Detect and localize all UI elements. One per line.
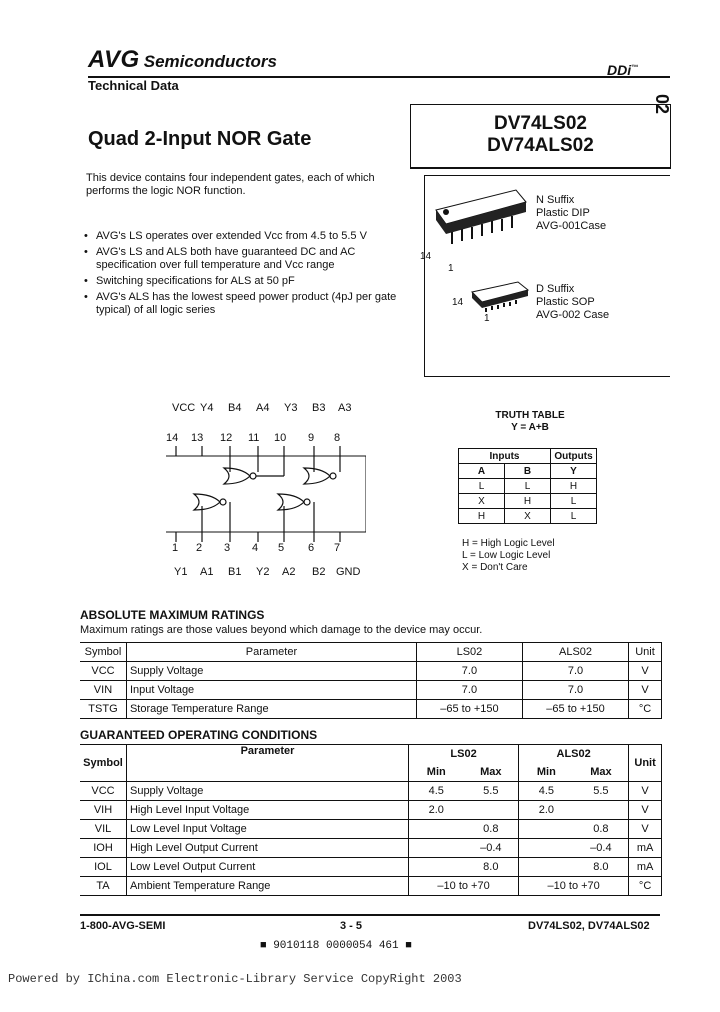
cell-unit: °C xyxy=(629,700,662,719)
sop-case: AVG-002 Case xyxy=(536,309,610,321)
cell-unit: °C xyxy=(629,877,662,896)
footer-page: 3 - 5 xyxy=(340,920,363,932)
cell-symbol: TSTG xyxy=(80,700,126,719)
tt-cell: H xyxy=(551,479,597,494)
pin-number-bottom: 2 xyxy=(196,542,203,554)
sop-info xyxy=(536,283,609,322)
pin-label-bottom: A1 xyxy=(200,566,214,578)
cell-symbol: IOH xyxy=(80,839,126,858)
cell-als-min xyxy=(519,858,574,877)
pin-label-bottom: Y2 xyxy=(256,566,270,578)
ddi-tm: ™ xyxy=(631,64,639,72)
dip-pin-1: 1 xyxy=(448,263,454,274)
table-row xyxy=(459,479,597,494)
pin-number-bottom: 5 xyxy=(278,542,285,554)
cell-ls-max: 5.5 xyxy=(464,782,519,801)
pin-label-bottom: B1 xyxy=(228,566,242,578)
truth-table-heading xyxy=(480,410,580,434)
table-row xyxy=(80,782,662,801)
abs-max-title: ABSOLUTE MAXIMUM RATINGS xyxy=(80,608,265,622)
cell-ls: 7.0 xyxy=(416,662,522,681)
table-row xyxy=(80,700,662,719)
table-row xyxy=(80,877,662,896)
sop-pin-1: 1 xyxy=(484,313,490,324)
table-row xyxy=(80,662,662,681)
footer-parts: DV74LS02, DV74ALS02 xyxy=(528,920,650,932)
cell-ls-min: 4.5 xyxy=(409,782,464,801)
table-row xyxy=(459,494,597,509)
pin-label-top: A3 xyxy=(338,402,352,414)
tt-cell: L xyxy=(551,494,597,509)
cell-ls-min xyxy=(409,858,464,877)
cell-ls-min xyxy=(409,820,464,839)
cell-parameter: Input Voltage xyxy=(126,681,416,700)
pin-label-bottom: Y1 xyxy=(174,566,188,578)
col-als-min: Min xyxy=(519,763,574,782)
pin-label-bottom: A2 xyxy=(282,566,296,578)
part-number-als: DV74ALS02 xyxy=(487,135,594,156)
brand xyxy=(88,46,277,74)
cell-als-max xyxy=(574,801,629,820)
col-symbol: Symbol xyxy=(80,745,126,782)
table-row xyxy=(80,801,662,820)
cell-als-span: –10 to +70 xyxy=(519,877,629,896)
pin-number-top: 8 xyxy=(334,432,341,444)
col-ls-max: Max xyxy=(464,763,519,782)
pin-label-top: VCC xyxy=(172,402,196,414)
cell-unit: V xyxy=(629,662,662,681)
col-unit: Unit xyxy=(629,643,662,662)
pin-number-top: 9 xyxy=(308,432,315,444)
cell-als: –65 to +150 xyxy=(522,700,628,719)
pin-number-bottom: 7 xyxy=(334,542,341,554)
col-ls02: LS02 xyxy=(409,745,519,764)
legend-item: H = High Logic Level xyxy=(462,538,555,549)
ddi-logo-text: DDi xyxy=(607,62,632,78)
dip-type: Plastic DIP xyxy=(536,207,590,219)
cell-als: 7.0 xyxy=(522,662,628,681)
col-als02: ALS02 xyxy=(522,643,628,662)
cell-als-max: –0.4 xyxy=(574,839,629,858)
dip-pin-14: 14 xyxy=(420,251,432,262)
barcode-text: ■ 9010118 0000054 461 ■ xyxy=(260,940,412,952)
cell-als-max: 0.8 xyxy=(574,820,629,839)
cell-unit: V xyxy=(629,820,662,839)
pin-number-top: 14 xyxy=(166,432,179,444)
cell-symbol: VIH xyxy=(80,801,126,820)
col-parameter: Parameter xyxy=(126,745,408,782)
cell-ls-max: 8.0 xyxy=(464,858,519,877)
cell-ls: –65 to +150 xyxy=(416,700,522,719)
col-als02: ALS02 xyxy=(519,745,629,764)
powered-by: Powered by IChina.com Electronic-Library Service CopyRight 2003 xyxy=(8,972,462,986)
pin-number-top: 13 xyxy=(191,432,204,444)
cell-ls-min xyxy=(409,839,464,858)
table-row xyxy=(80,681,662,700)
tt-col-y: Y xyxy=(551,464,597,479)
cell-parameter: Low Level Output Current xyxy=(126,858,408,877)
subtitle: Technical Data xyxy=(88,78,179,93)
pin-label-top: B3 xyxy=(312,402,326,414)
cell-symbol: VCC xyxy=(80,782,126,801)
tt-col-b: B xyxy=(505,464,551,479)
tt-inputs-header: Inputs xyxy=(459,449,551,464)
col-ls02: LS02 xyxy=(416,643,522,662)
tt-cell: L xyxy=(505,479,551,494)
truth-table xyxy=(458,448,597,524)
cell-als-min xyxy=(519,839,574,858)
dip-case: AVG-001Case xyxy=(536,220,607,232)
cell-als-max: 8.0 xyxy=(574,858,629,877)
cell-symbol: IOL xyxy=(80,858,126,877)
cell-ls-max xyxy=(464,801,519,820)
cell-unit: V xyxy=(629,801,662,820)
pin-label-top: Y3 xyxy=(284,402,298,414)
page-title: Quad 2-Input NOR Gate xyxy=(88,128,312,150)
feature-item: • AVG's LS and ALS both have guaranteed DC and AC specification over full temperature and Vcc range xyxy=(84,246,414,272)
cell-parameter: High Level Output Current xyxy=(126,839,408,858)
pin-number-bottom: 4 xyxy=(252,542,259,554)
cell-ls-max: 0.8 xyxy=(464,820,519,839)
cell-unit: mA xyxy=(629,858,662,877)
cell-unit: V xyxy=(629,681,662,700)
pin-label-top: A4 xyxy=(256,402,270,414)
cell-als-max: 5.5 xyxy=(574,782,629,801)
pin-number-top: 10 xyxy=(274,432,287,444)
col-parameter: Parameter xyxy=(126,643,416,662)
brand-suffix: Semiconductors xyxy=(143,52,277,71)
gate-schematic-icon xyxy=(166,446,366,542)
tt-cell: H xyxy=(459,509,505,524)
pin-number-bottom: 3 xyxy=(224,542,231,554)
cell-als: 7.0 xyxy=(522,681,628,700)
abs-max-note: Maximum ratings are those values beyond which damage to the device may occur. xyxy=(80,624,483,636)
sop-pin-14: 14 xyxy=(452,297,464,308)
truth-table-legend xyxy=(462,538,555,574)
feature-list xyxy=(84,230,414,320)
col-unit: Unit xyxy=(629,745,662,782)
cell-parameter: High Level Input Voltage xyxy=(126,801,408,820)
sop-suffix: D Suffix xyxy=(536,283,575,295)
pin-number-bottom: 1 xyxy=(172,542,179,554)
table-row xyxy=(80,858,662,877)
cell-ls-max: –0.4 xyxy=(464,839,519,858)
op-cond-table xyxy=(80,744,662,896)
tt-outputs-header: Outputs xyxy=(551,449,597,464)
table-row xyxy=(80,839,662,858)
cell-ls-min: 2.0 xyxy=(409,801,464,820)
brand-name: AVG xyxy=(88,46,140,73)
legend-item: L = Low Logic Level xyxy=(462,550,551,561)
cell-unit: mA xyxy=(629,839,662,858)
intro-text: This device contains four independent gates, each of which performs the logic NOR function. xyxy=(86,172,375,197)
dip-package-icon xyxy=(428,182,538,272)
cell-symbol: TA xyxy=(80,877,126,896)
part-number-box xyxy=(410,104,671,169)
cell-symbol: VIL xyxy=(80,820,126,839)
col-symbol: Symbol xyxy=(80,643,126,662)
col-ls-min: Min xyxy=(409,763,464,782)
op-cond-title: GUARANTEED OPERATING CONDITIONS xyxy=(80,728,318,742)
cell-parameter: Ambient Temperature Range xyxy=(126,877,408,896)
dip-suffix: N Suffix xyxy=(536,194,575,206)
tt-col-a: A xyxy=(459,464,505,479)
side-number: 02 xyxy=(652,94,672,115)
pin-label-top: B4 xyxy=(228,402,242,414)
part-number-ls: DV74LS02 xyxy=(494,113,587,134)
cell-parameter: Supply Voltage xyxy=(126,662,416,681)
table-row xyxy=(80,820,662,839)
pin-label-bottom: GND xyxy=(336,566,361,578)
cell-als-min: 2.0 xyxy=(519,801,574,820)
col-als-max: Max xyxy=(574,763,629,782)
truth-table-equation: Y = A+B xyxy=(511,422,549,433)
pin-number-bottom: 6 xyxy=(308,542,315,554)
cell-parameter: Low Level Input Voltage xyxy=(126,820,408,839)
tt-cell: L xyxy=(459,479,505,494)
sop-package-icon xyxy=(466,278,536,314)
sop-type: Plastic SOP xyxy=(536,296,595,308)
cell-ls: 7.0 xyxy=(416,681,522,700)
footer-rule xyxy=(80,914,660,916)
pinout-diagram xyxy=(166,402,366,592)
truth-table-title: TRUTH TABLE xyxy=(495,410,565,421)
cell-ls-span: –10 to +70 xyxy=(409,877,519,896)
pin-number-top: 11 xyxy=(248,432,260,444)
cell-als-min xyxy=(519,820,574,839)
feature-item: • AVG's LS operates over extended Vcc from 4.5 to 5.5 V xyxy=(84,230,414,243)
pin-label-top: Y4 xyxy=(200,402,214,414)
table-row xyxy=(459,509,597,524)
pin-label-bottom: B2 xyxy=(312,566,326,578)
tt-cell: X xyxy=(505,509,551,524)
footer-phone: 1-800-AVG-SEMI xyxy=(80,920,166,932)
abs-max-table xyxy=(80,642,662,719)
cell-symbol: VIN xyxy=(80,681,126,700)
pin-number-top: 12 xyxy=(220,432,233,444)
tt-cell: H xyxy=(505,494,551,509)
dip-info xyxy=(536,194,606,233)
tt-cell: X xyxy=(459,494,505,509)
ddi-logo xyxy=(607,62,638,78)
feature-item: • Switching specifications for ALS at 50 pF xyxy=(84,275,414,288)
cell-parameter: Storage Temperature Range xyxy=(126,700,416,719)
cell-parameter: Supply Voltage xyxy=(126,782,408,801)
cell-als-min: 4.5 xyxy=(519,782,574,801)
cell-symbol: VCC xyxy=(80,662,126,681)
feature-item: • AVG's ALS has the lowest speed power product (4pJ per gate typical) of all logic series xyxy=(84,291,414,317)
cell-unit: V xyxy=(629,782,662,801)
tt-cell: L xyxy=(551,509,597,524)
legend-item: X = Don't Care xyxy=(462,562,528,573)
